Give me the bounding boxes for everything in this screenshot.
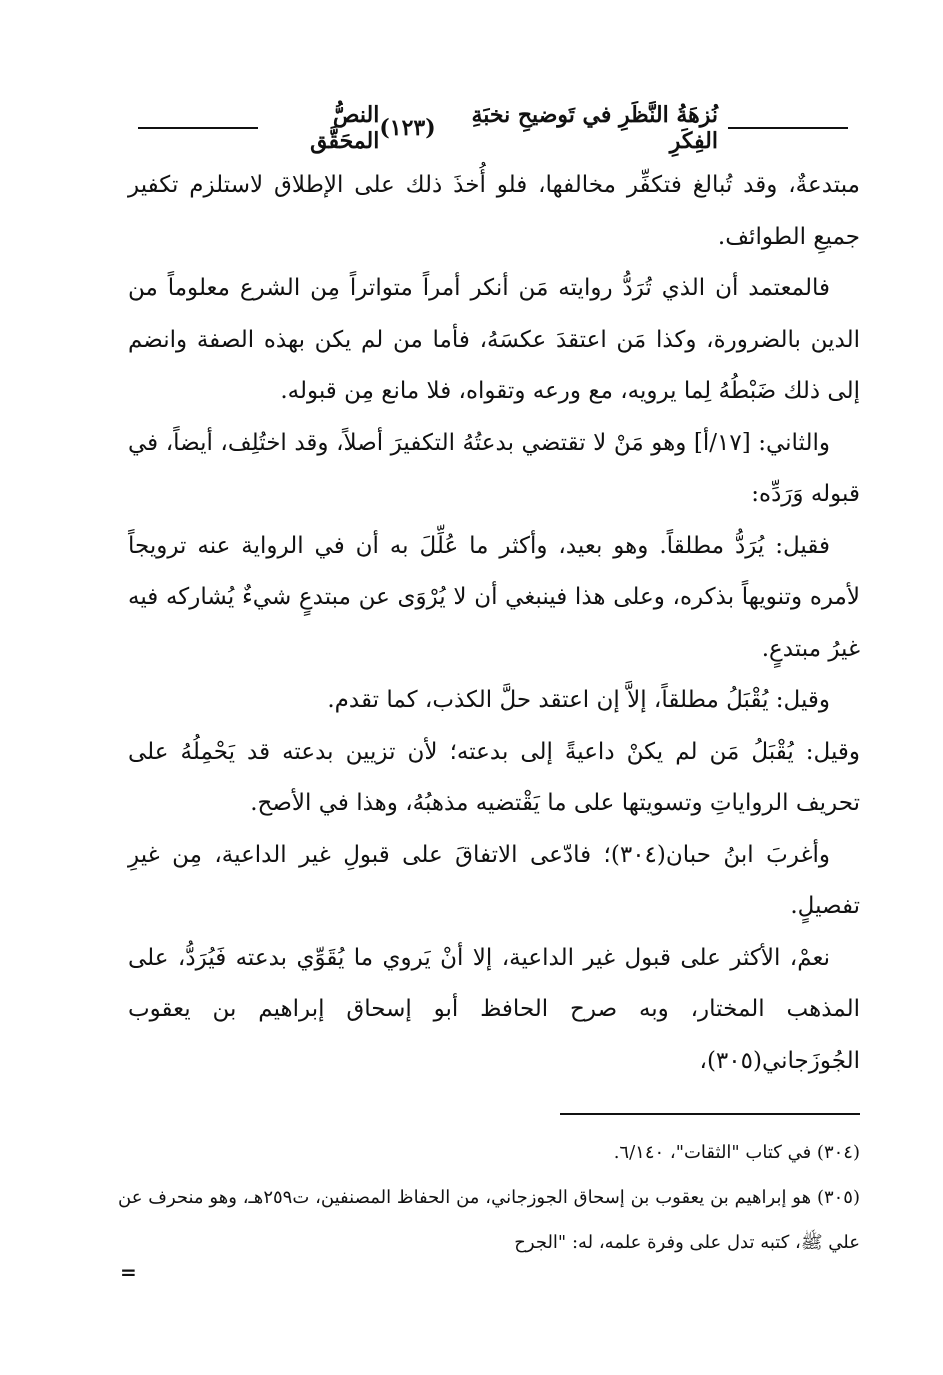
paragraph: وقيل: يُقْبَلُ مَن لم يكنْ داعيةً إلى بدعته؛ لأن تزيين بدعته قد يَحْمِلُهُ على تحريف الرواياتِ وتسويتها على ما يَقْتضيه مذهبُهُ، وهذا في الأصح. xyxy=(128,738,860,816)
footnote: (٣٠٤) في كتاب "الثقات"، ٦/١٤٠. xyxy=(613,1142,860,1163)
header-rule-left xyxy=(728,127,848,129)
continuation-mark: = xyxy=(120,1260,137,1284)
paragraph: فقيل: يُرَدُّ مطلقاً. وهو بعيد، وأكثر ما عُلِّلَ به أن في الرواية عنه ترويجاً لأمره وتنويهاً بذكره، وعلى هذا فينبغي أن لا يُرْوَى عن مبتدعٍ شيءٌ يُشاركه فيه غيرُ مبتدعٍ. xyxy=(128,532,860,662)
running-header xyxy=(128,102,858,154)
footnote: (٣٠٥) هو إبراهيم بن يعقوب بن إسحاق الجوزجاني، من الحفاظ المصنفين، ت٢٥٩هـ، وهو منحرف عن علي ﷺ، كتبه تدل على وفرة علمه، له: "الجرح xyxy=(118,1187,861,1253)
section-label xyxy=(128,102,379,154)
header-rule-right xyxy=(138,127,258,129)
paragraph: نعمْ، الأكثر على قبول غير الداعية، إلا أنْ يَروي ما يُقَوِّي بدعته فَيُرَدُّ، على المذهب المختار، وبه صرح الحافظ أبو إسحاق إبراهيم بن يعقوب الجُوزَجاني(٣٠٥)، xyxy=(128,944,860,1074)
page-number: (١٢٣) xyxy=(379,115,436,141)
footnotes xyxy=(118,1130,860,1265)
main-text xyxy=(128,160,860,1087)
paragraph: وقيل: يُقْبَلُ مطلقاً، إلاَّ إن اعتقد حلَّ الكذب، كما تقدم. xyxy=(327,687,830,713)
section-title: النصُّ المحَقَّق xyxy=(310,102,380,154)
book-title-group xyxy=(436,102,858,154)
paragraph: وأغربَ ابنُ حبان(٣٠٤)؛ فادّعى الاتفاقَ على قبولِ غير الداعية، مِن غيرِ تفصيلٍ. xyxy=(128,841,860,919)
footnote-separator xyxy=(560,1113,860,1115)
paragraph: فالمعتمد أن الذي تُرَدُّ روايته مَن أنكر أمراً متواتراً مِن الشرع معلوماً من الدين بالضرورة، وكذا مَن اعتقدَ عكسَهُ، فأما من لم يكن بهذه الصفة وانضم إلى ذلك ضَبْطُهُ لِما يرويه، مع ورعه وتقواه، فلا مانع مِن قبوله. xyxy=(128,275,860,404)
paragraph: والثاني: [١٧/أ] وهو مَنْ لا تقتضي بدعتُهُ التكفيرَ أصلاً، وقد اختُلِف، أيضاً، في قبوله وَرَدِّه: xyxy=(128,429,860,507)
book-title: نُزهَةُ النَّظَرِ في تَوضيحِ نخبَةِ الفِكَرِ xyxy=(471,102,718,154)
paragraph: مبتدعةٌ، وقد تُبالغ فتكفِّر مخالفها، فلو أُخذَ ذلك على الإطلاق لاستلزم تكفير جميعِ الطوائف. xyxy=(128,172,860,250)
